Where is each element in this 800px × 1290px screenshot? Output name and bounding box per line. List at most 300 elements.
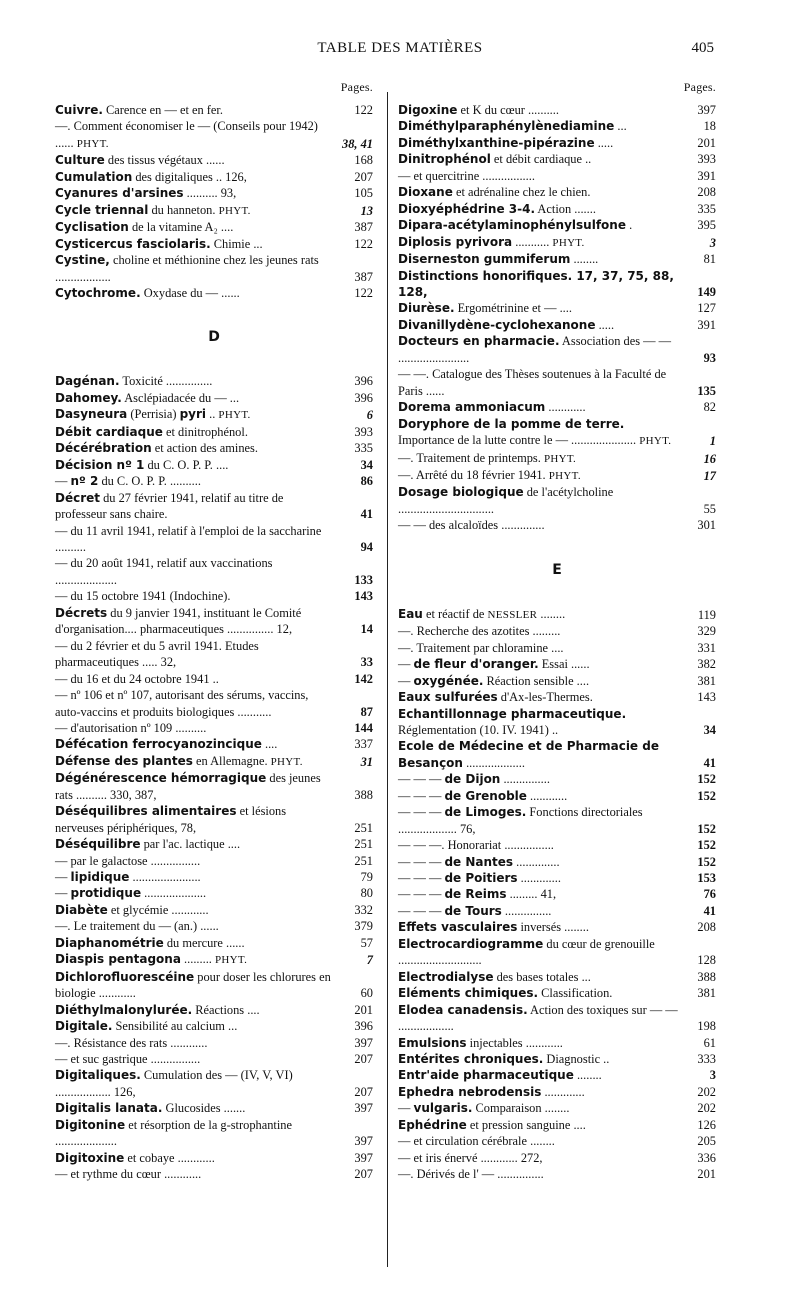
entry-text: Dipara-acétylaminophénylsulfone .: [398, 218, 633, 233]
entry-text: Dégénérescence hémorragique des jeunes rats .......... 330, 387,: [55, 771, 321, 802]
index-entry: [398, 1150, 716, 1166]
index-entry: [398, 168, 716, 184]
entry-page-ref: 168: [354, 153, 373, 168]
index-entry: [398, 804, 716, 837]
entry-text: — — des alcaloïdes ..............: [398, 518, 545, 533]
entry-page-ref: 397: [697, 103, 716, 117]
index-entry: [55, 185, 373, 201]
entry-page-ref: 207: [354, 1167, 373, 1182]
entry-text: Décision nº 1 du C. O. P. P. ....: [55, 457, 229, 472]
index-entry: [55, 1035, 373, 1051]
entry-list: [398, 102, 716, 1183]
entry-text: — du 2 février et du 5 avril 1941. Etudes pharmaceutiques ..... 32,: [55, 638, 259, 670]
entry-page-ref: 144: [354, 720, 373, 735]
entry-text: Diméthylxanthine-pipérazine .....: [398, 135, 614, 150]
entry-text: Diserneston gummiferum ........: [398, 252, 599, 267]
index-entry: [398, 903, 716, 919]
entry-text: Cyclisation de la vitamine A₂ ....: [55, 220, 234, 235]
entry-page-ref: 396: [354, 390, 373, 405]
index-entry: [55, 390, 373, 406]
entry-page-ref: 207: [354, 1084, 373, 1099]
entry-text: Digitalis lanata. Glucosides .......: [55, 1101, 246, 1116]
entry-page-ref: 31: [360, 754, 373, 769]
entry-page-ref: 127: [697, 301, 716, 316]
entry-text: —. Traitement par chloramine ....: [398, 640, 564, 655]
entry-text: — du 16 et du 24 octobre 1941 ..: [55, 671, 219, 686]
index-entry: [55, 803, 373, 836]
entry-page-ref: 393: [697, 152, 716, 167]
entry-text: Diméthylparaphénylènediamine ...: [398, 119, 627, 134]
entry-page-ref: 33: [360, 655, 373, 670]
entry-text: Digoxine et K du cœur ..........: [398, 103, 559, 117]
index-entry: [55, 440, 373, 456]
index-entry: [55, 770, 373, 803]
entry-page-ref: 331: [697, 640, 716, 655]
index-entry: [55, 406, 373, 423]
entry-page-ref: 396: [354, 374, 373, 389]
entry-page-ref: 14: [360, 622, 373, 637]
index-entry: [398, 234, 716, 251]
entry-text: Dioxane et adrénaline chez le chien.: [398, 185, 591, 200]
entry-page-ref: 79: [360, 870, 373, 885]
index-entry: [398, 484, 716, 517]
section-letter-d: D: [208, 329, 220, 346]
entry-text: — — — de Nantes ..............: [398, 854, 560, 869]
entry-text: — et rythme du cœur ............: [55, 1167, 202, 1182]
index-entry: [398, 118, 716, 134]
entry-text: Digitale. Sensibilité au calcium ...: [55, 1019, 238, 1034]
entry-text: Décérébration et action des amines.: [55, 441, 258, 456]
entry-page-ref: 152: [697, 838, 716, 853]
entry-page-ref: 55: [703, 501, 716, 516]
entry-page-ref: 332: [354, 902, 373, 917]
entry-page-ref: 207: [354, 1052, 373, 1067]
entry-text: Débit cardiaque et dinitrophénol.: [55, 424, 248, 439]
index-column-right: [398, 78, 716, 1183]
index-entry: [55, 753, 373, 770]
entry-page-ref: 381: [697, 673, 716, 688]
entry-page-ref: 205: [697, 1134, 716, 1149]
entry-text: Digitaliques. Cumulation des — (IV, V, VI) .................. 126,: [55, 1068, 293, 1099]
entry-page-ref: 152: [697, 788, 716, 803]
index-entry: [398, 1117, 716, 1133]
entry-text: Diaphanométrie du mercure ......: [55, 935, 245, 950]
entry-text: Défécation ferrocyanozincique ....: [55, 737, 278, 752]
entry-text: Culture des tissus végétaux ......: [55, 153, 225, 168]
entry-page-ref: 143: [354, 589, 373, 604]
entry-page-ref: 251: [354, 853, 373, 868]
entry-page-ref: 387: [354, 220, 373, 235]
entry-text: — nº 2 du C. O. P. P. ..........: [55, 474, 201, 489]
index-entry: [55, 236, 373, 252]
entry-page-ref: 388: [354, 787, 373, 802]
index-entry: [55, 588, 373, 604]
entry-page-ref: 41: [703, 755, 716, 770]
index-entry: [398, 251, 716, 267]
index-entry: [55, 424, 373, 440]
entry-page-ref: 333: [697, 1052, 716, 1067]
index-entry: [398, 333, 716, 366]
entry-page-ref: 202: [697, 1084, 716, 1099]
entry-text: Dagénan. Toxicité ...............: [55, 374, 213, 389]
page-title: TABLE DES MATIÈRES: [317, 40, 483, 56]
index-entry: [398, 1084, 716, 1100]
entry-text: Ephedra nebrodensis .............: [398, 1084, 585, 1099]
index-entry: [55, 1067, 373, 1100]
entry-text: — — — de Dijon ...............: [398, 772, 550, 787]
entry-text: —. Comment économiser le — (Conseils pour 1942) ...... PHYT.: [55, 119, 318, 150]
index-entry: [55, 951, 373, 968]
entry-page-ref: 122: [354, 236, 373, 251]
entry-page-ref: 122: [354, 285, 373, 300]
entry-page-ref: 382: [697, 657, 716, 672]
index-entry: [398, 837, 716, 853]
entry-text: Distinctions honorifiques. 17, 37, 75, 88, 128,: [398, 268, 674, 299]
entry-text: — et iris énervé ............ 272,: [398, 1150, 543, 1165]
entry-page-ref: 80: [360, 886, 373, 901]
index-entry: [55, 853, 373, 869]
index-entry: [55, 638, 373, 671]
entry-page-ref: 13: [360, 203, 373, 218]
column-divider: [387, 92, 388, 1267]
entry-page-ref: 17: [703, 468, 716, 483]
index-entry: [398, 673, 716, 689]
entry-page-ref: 337: [354, 737, 373, 752]
entry-text: — du 20 août 1941, relatif aux vaccinations ....................: [55, 556, 273, 587]
index-entry: [398, 771, 716, 787]
entry-text: — du 11 avril 1941, relatif à l'emploi de la saccharine ..........: [55, 523, 322, 554]
index-entry: [55, 969, 373, 1002]
entry-page-ref: 396: [354, 1019, 373, 1034]
entry-page-ref: 393: [354, 424, 373, 439]
entry-text: Dahomey. Asclépiadacée du — ...: [55, 390, 240, 405]
entry-page-ref: 86: [360, 474, 373, 489]
entry-page-ref: 301: [697, 518, 716, 533]
index-entry: [55, 1100, 373, 1116]
index-entry: [398, 317, 716, 333]
entry-text: —. Le traitement du — (an.) ......: [55, 919, 219, 934]
entry-text: Décrets du 9 janvier 1941, instituant le Comité d'organisation.... pharmaceutiques ............... 12,: [55, 605, 302, 637]
pages-column-label: Pages.: [340, 80, 373, 94]
index-entry: [398, 399, 716, 415]
entry-page-ref: 381: [697, 986, 716, 1001]
entry-text: — — — de Poitiers .............: [398, 871, 561, 886]
index-entry: [398, 1002, 716, 1035]
entry-page-ref: 135: [697, 383, 716, 398]
entry-text: Cyanures d'arsines .......... 93,: [55, 186, 237, 201]
index-entry: [55, 1002, 373, 1018]
entry-text: Divanillydène-cyclohexanone .....: [398, 317, 615, 332]
entry-page-ref: 93: [703, 350, 716, 365]
entry-text: — du 15 octobre 1941 (Indochine).: [55, 589, 231, 604]
index-entry: [55, 285, 373, 301]
entry-page-ref: 395: [697, 218, 716, 233]
entry-page-ref: 208: [697, 185, 716, 200]
entry-page-ref: 133: [354, 572, 373, 587]
entry-page-ref: 18: [703, 119, 716, 134]
index-entry: [398, 450, 716, 467]
index-entry: [55, 720, 373, 736]
index-entry: [398, 1166, 716, 1182]
entry-page-ref: 251: [354, 820, 373, 835]
entry-page-ref: 152: [697, 772, 716, 787]
entry-page-ref: 149: [697, 284, 716, 299]
index-entry: [398, 201, 716, 217]
entry-page-ref: 397: [354, 1134, 373, 1149]
index-entry: [55, 219, 373, 235]
entry-text: — — — de Reims ......... 41,: [398, 887, 557, 902]
index-entry: [398, 416, 716, 450]
index-entry: [55, 473, 373, 489]
page-number: 405: [691, 40, 714, 56]
entry-text: Doryphore de la pomme de terre. Importance de la lutte contre le — ..................... PHYT.: [398, 416, 672, 448]
entry-page-ref: 336: [697, 1150, 716, 1165]
entry-text: — — — de Limoges. Fonctions directoriales ................... 76,: [398, 805, 643, 836]
entry-page-ref: 94: [360, 539, 373, 554]
index-entry: [398, 1100, 716, 1116]
entry-page-ref: 1: [709, 434, 716, 449]
entry-text: Elodea canadensis. Action des toxiques sur — — ..................: [398, 1002, 678, 1034]
entry-text: — et quercitrine .................: [398, 168, 535, 183]
index-entry: [398, 706, 716, 739]
entry-page-ref: 126: [697, 1117, 716, 1132]
index-entry: [398, 640, 716, 656]
entry-text: Docteurs en pharmacie. Association des — — .......................: [398, 334, 672, 365]
entry-text: — et circulation cérébrale ........: [398, 1134, 555, 1149]
entry-text: Cuivre. Carence en — et en fer.: [55, 103, 223, 117]
entry-page-ref: 82: [703, 400, 716, 415]
index-entry: [55, 152, 373, 168]
entry-text: Cumulation des digitaliques .. 126,: [55, 169, 247, 184]
entry-page-ref: 251: [354, 837, 373, 852]
entry-text: — — — de Tours ...............: [398, 903, 552, 918]
index-entry: [398, 1035, 716, 1051]
index-entry: [398, 689, 716, 705]
entry-page-ref: 38, 41: [342, 136, 373, 151]
entry-page-ref: 41: [360, 507, 373, 522]
entry-page-ref: 397: [354, 1150, 373, 1165]
entry-text: — nº 106 et nº 107, autorisant des sérums, vaccins, auto-vaccins et produits biologiques ...........: [55, 688, 309, 719]
index-entry: [398, 936, 716, 969]
entry-page-ref: 7: [366, 953, 373, 968]
index-entry: [398, 919, 716, 935]
entry-page-ref: 87: [360, 704, 373, 719]
index-entry: [55, 490, 373, 523]
index-entry: [55, 736, 373, 752]
index-entry: [398, 969, 716, 985]
index-entry: [398, 467, 716, 484]
entry-text: — —. Catalogue des Thèses soutenues à la Faculté de Paris ......: [398, 367, 667, 398]
index-entry: [55, 869, 373, 885]
entry-text: Dinitrophénol et débit cardiaque ..: [398, 152, 592, 167]
entry-page-ref: 152: [697, 821, 716, 836]
entry-text: — — —. Honorariat ................: [398, 838, 554, 853]
index-entry: [398, 606, 716, 623]
entry-page-ref: 201: [697, 1167, 716, 1182]
index-entry: [55, 1117, 373, 1150]
entry-text: Déséquilibres alimentaires et lésions nerveuses périphériques, 78,: [55, 804, 287, 835]
entry-page-ref: 57: [360, 935, 373, 950]
entry-page-ref: 60: [360, 986, 373, 1001]
index-entry: [55, 1166, 373, 1182]
index-column-left: [55, 78, 373, 1183]
pages-column-label: Pages.: [683, 80, 716, 94]
index-entry: [398, 985, 716, 1001]
entry-page-ref: 34: [703, 722, 716, 737]
entry-text: Electrodialyse des bases totales ...: [398, 969, 591, 984]
entry-page-ref: 397: [354, 1101, 373, 1116]
index-entry: [398, 623, 716, 639]
entry-page-ref: 208: [697, 920, 716, 935]
section-letter-e: E: [552, 561, 562, 578]
index-entry: [55, 902, 373, 918]
index-entry: [55, 885, 373, 901]
entry-text: Défense des plantes en Allemagne. PHYT.: [55, 753, 303, 768]
index-entry: [55, 605, 373, 638]
index-entry: [398, 217, 716, 233]
entry-text: Décret du 27 février 1941, relatif au titre de professeur sans chaire.: [55, 490, 284, 522]
entry-page-ref: 379: [354, 919, 373, 934]
index-entry: [55, 457, 373, 473]
entry-text: Cystine, choline et méthionine chez les jeunes rats ..................: [55, 253, 319, 284]
index-entry: [398, 366, 716, 399]
entry-text: — — — de Grenoble ............: [398, 788, 568, 803]
entry-text: Electrocardiogramme du cœur de grenouille ...........................: [398, 936, 655, 968]
entry-page-ref: 198: [697, 1019, 716, 1034]
entry-page-ref: 16: [703, 451, 716, 466]
entry-text: — et suc gastrique ................: [55, 1052, 201, 1067]
index-entry: [398, 854, 716, 870]
index-entry: [55, 252, 373, 285]
index-entry: [398, 886, 716, 902]
entry-text: — par le galactose ................: [55, 853, 201, 868]
entry-page-ref: 81: [703, 252, 716, 267]
entry-page-ref: 6: [366, 408, 373, 423]
entry-page-ref: 397: [354, 1035, 373, 1050]
entry-page-ref: 201: [697, 135, 716, 150]
entry-text: Dioxyéphédrine 3-4. Action .......: [398, 201, 596, 216]
entry-list: [55, 102, 373, 1183]
index-entry: [55, 1150, 373, 1166]
entry-text: Digitonine et résorption de la g-strophantine ....................: [55, 1117, 292, 1149]
index-entry: [398, 102, 716, 118]
index-entry: [55, 102, 373, 118]
entry-text: Eaux sulfurées d'Ax-les-Thermes.: [398, 690, 593, 705]
running-header: [0, 40, 800, 64]
entry-text: Effets vasculaires inversés ........: [398, 920, 589, 935]
entry-text: Dasyneura (Perrisia) pyri .. PHYT.: [55, 407, 251, 422]
entry-page-ref: 152: [697, 854, 716, 869]
entry-page-ref: 201: [354, 1002, 373, 1017]
index-entry: [398, 135, 716, 151]
index-entry: [398, 151, 716, 167]
entry-text: Cytochrome. Oxydase du — ......: [55, 285, 240, 300]
index-entry: [55, 918, 373, 934]
entry-text: —. Recherche des azotites .........: [398, 624, 561, 639]
entry-text: —. Traitement de printemps. PHYT.: [398, 450, 577, 465]
entry-text: Dichlorofluorescéine pour doser les chlorures en biologie ............: [55, 969, 331, 1001]
entry-page-ref: 41: [703, 903, 716, 918]
entry-text: Ephédrine et pression sanguine ....: [398, 1117, 586, 1132]
entry-page-ref: 122: [354, 103, 373, 117]
entry-text: Dosage biologique de l'acétylcholine ...............................: [398, 485, 614, 516]
index-entry: [398, 268, 716, 301]
entry-text: Emulsions injectables ............: [398, 1035, 563, 1050]
entry-text: Déséquilibre par l'ac. lactique ....: [55, 837, 241, 852]
entry-text: Echantillonnage pharmaceutique. Réglementation (10. IV. 1941) ..: [398, 706, 627, 737]
entry-page-ref: 142: [354, 671, 373, 686]
entry-text: Diabète et glycémie ............: [55, 902, 209, 917]
index-entry: [55, 671, 373, 687]
index-entry: [398, 738, 716, 771]
entry-text: Dorema ammoniacum ............: [398, 400, 586, 415]
entry-text: Ecole de Médecine et de Pharmacie de Besançon ...................: [398, 739, 659, 770]
index-entry: [55, 1018, 373, 1034]
entry-text: —. Dérivés de l' — ...............: [398, 1167, 544, 1182]
index-entry: [55, 935, 373, 951]
entry-text: Diurèse. Ergométrinine et — ....: [398, 301, 572, 316]
entry-page-ref: 391: [697, 317, 716, 332]
index-entry: [398, 1051, 716, 1067]
index-entry: [55, 169, 373, 185]
index-entry: [55, 373, 373, 389]
entry-page-ref: 119: [697, 607, 716, 622]
index-entry: [398, 300, 716, 316]
index-entry: [55, 555, 373, 588]
entry-page-ref: 202: [697, 1101, 716, 1116]
index-entry: [55, 1051, 373, 1067]
entry-text: Entr'aide pharmaceutique ........: [398, 1068, 602, 1083]
index-entry: [398, 656, 716, 672]
entry-page-ref: 387: [354, 269, 373, 284]
entry-text: Digitoxine et cobaye ............: [55, 1150, 215, 1165]
index-entry: [55, 118, 373, 152]
entry-page-ref: 34: [360, 457, 373, 472]
entry-text: — d'autorisation nº 109 ..........: [55, 720, 207, 735]
entry-text: —. Résistance des rats ............: [55, 1035, 208, 1050]
entry-text: Diaspis pentagona ......... PHYT.: [55, 952, 248, 967]
index-entry: [55, 836, 373, 852]
index-entry: [398, 517, 716, 533]
entry-text: Eau et réactif de NESSLER ........: [398, 606, 566, 621]
entry-text: — protidique ....................: [55, 886, 207, 901]
entry-page-ref: 329: [697, 624, 716, 639]
entry-page-ref: 76: [703, 887, 716, 902]
entry-page-ref: 391: [697, 168, 716, 183]
entry-page-ref: 335: [354, 441, 373, 456]
entry-text: —. Arrêté du 18 février 1941. PHYT.: [398, 467, 581, 482]
entry-page-ref: 61: [703, 1035, 716, 1050]
index-entry: [398, 870, 716, 886]
index-entry: [398, 788, 716, 804]
entry-page-ref: 3: [709, 235, 716, 250]
entry-page-ref: 143: [697, 690, 716, 705]
index-entry: [55, 202, 373, 219]
entry-text: Diéthylmalonylurée. Réactions ....: [55, 1002, 260, 1017]
entry-text: Eléments chimiques. Classification.: [398, 986, 613, 1001]
entry-page-ref: 335: [697, 201, 716, 216]
entry-text: — de fleur d'oranger. Essai ......: [398, 657, 590, 672]
entry-page-ref: 388: [697, 969, 716, 984]
index-entry: [55, 523, 373, 556]
entry-text: — lipidique ......................: [55, 870, 201, 885]
entry-page-ref: 128: [697, 953, 716, 968]
entry-page-ref: 207: [354, 169, 373, 184]
entry-text: Entérites chroniques. Diagnostic ..: [398, 1052, 610, 1067]
entry-text: Cycle triennal du hanneton. PHYT.: [55, 202, 251, 217]
entry-text: Cysticercus fasciolaris. Chimie ...: [55, 236, 263, 251]
index-entry: [398, 1133, 716, 1149]
